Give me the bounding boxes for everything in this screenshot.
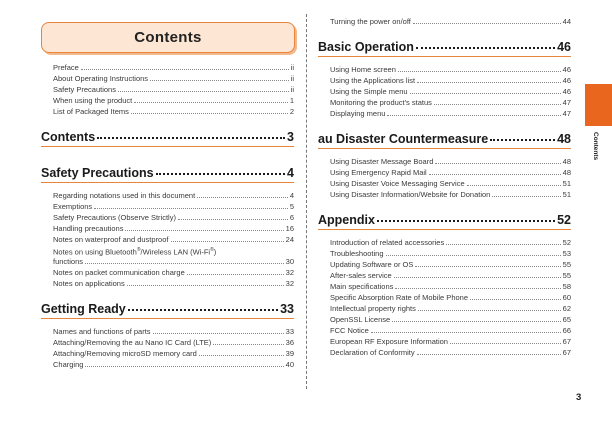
- toc-entry[interactable]: Safety Precautions (Observe Strictly) 6: [53, 213, 294, 222]
- toc-entry[interactable]: List of Packaged Items 2: [53, 107, 294, 116]
- side-label: Contents: [592, 132, 599, 161]
- toc-entry[interactable]: Displaying menu 47: [330, 109, 571, 118]
- toc-entry[interactable]: Declaration of Conformity 67: [330, 348, 571, 357]
- toc-entry[interactable]: European RF Exposure Information 67: [330, 337, 571, 346]
- toc-entry[interactable]: Using Disaster Information/Website for Donation 51: [330, 190, 571, 199]
- toc-entry[interactable]: After-sales service 55: [330, 271, 571, 280]
- safety-list: [41, 190, 294, 289]
- toc-entry[interactable]: Monitoring the product's status 47: [330, 98, 571, 107]
- toc-entry[interactable]: Main specifications 58: [330, 282, 571, 291]
- toc-entry[interactable]: Attaching/Removing microSD memory card 39: [53, 349, 294, 358]
- toc-entry[interactable]: Regarding notations used in this document 4: [53, 191, 294, 200]
- page-number: 3: [576, 392, 582, 403]
- toc-entry[interactable]: Notes on waterproof and dustproof 24: [53, 235, 294, 244]
- section-heading-contents[interactable]: Contents 3: [41, 125, 294, 147]
- toc-entry[interactable]: Exemptions 5: [53, 202, 294, 211]
- toc-entry[interactable]: Safety Precautions ii: [53, 85, 294, 94]
- toc-entry[interactable]: Troubleshooting 53: [330, 249, 571, 258]
- page-title: Contents: [134, 29, 202, 46]
- toc-entry[interactable]: Using the Applications list 46: [330, 76, 571, 85]
- basic-operation-list: [318, 64, 571, 119]
- section-heading-basic-operation[interactable]: Basic Operation 46: [318, 35, 571, 57]
- toc-entry[interactable]: Names and functions of parts 33: [53, 327, 294, 336]
- toc-entry[interactable]: Notes on packet communication charge 32: [53, 268, 294, 277]
- disaster-list: [318, 156, 571, 200]
- toc-entry[interactable]: Specific Absorption Rate of Mobile Phone 60: [330, 293, 571, 302]
- toc-entry[interactable]: Attaching/Removing the au Nano IC Card (LTE) 36: [53, 338, 294, 347]
- toc-entry[interactable]: Using Disaster Message Board 48: [330, 157, 571, 166]
- toc-entry[interactable]: Using the Simple menu 46: [330, 87, 571, 96]
- toc-entry[interactable]: Notes on applications 32: [53, 279, 294, 288]
- toc-entry[interactable]: Handling precautions 16: [53, 224, 294, 233]
- toc-entry-bluetooth[interactable]: Notes on using Bluetooth®/Wireless LAN (Wi-Fi®) functions 30: [53, 247, 294, 266]
- toc-entry[interactable]: Turning the power on/off 44: [330, 17, 571, 26]
- toc-entry[interactable]: Introduction of related accessories 52: [330, 238, 571, 247]
- column-divider: [306, 14, 307, 389]
- contents-title-box: [41, 22, 295, 53]
- toc-entry[interactable]: Using Home screen 46: [330, 65, 571, 74]
- toc-entry[interactable]: Using Emergency Rapid Mail 48: [330, 168, 571, 177]
- right-column: [318, 16, 571, 358]
- section-heading-safety[interactable]: Safety Precautions 4: [41, 161, 294, 183]
- toc-entry[interactable]: Charging 40: [53, 360, 294, 369]
- toc-entry[interactable]: When using the product 1: [53, 96, 294, 105]
- section-heading-getting-ready[interactable]: Getting Ready 33: [41, 297, 294, 319]
- left-column: [41, 62, 294, 370]
- toc-entry[interactable]: OpenSSL License 65: [330, 315, 571, 324]
- intro-list: [41, 62, 294, 117]
- chapter-tab: [585, 84, 612, 126]
- toc-entry[interactable]: Using Disaster Voice Messaging Service 51: [330, 179, 571, 188]
- appendix-list: [318, 237, 571, 358]
- toc-entry[interactable]: About Operating Instructions ii: [53, 74, 294, 83]
- toc-entry[interactable]: Intellectual property rights 62: [330, 304, 571, 313]
- section-heading-appendix[interactable]: Appendix 52: [318, 208, 571, 230]
- section-heading-disaster[interactable]: au Disaster Countermeasure 48: [318, 127, 571, 149]
- toc-entry[interactable]: FCC Notice 66: [330, 326, 571, 335]
- toc-entry[interactable]: Updating Software or OS 55: [330, 260, 571, 269]
- toc-entry[interactable]: Preface ii: [53, 63, 294, 72]
- getting-ready-list: [41, 326, 294, 370]
